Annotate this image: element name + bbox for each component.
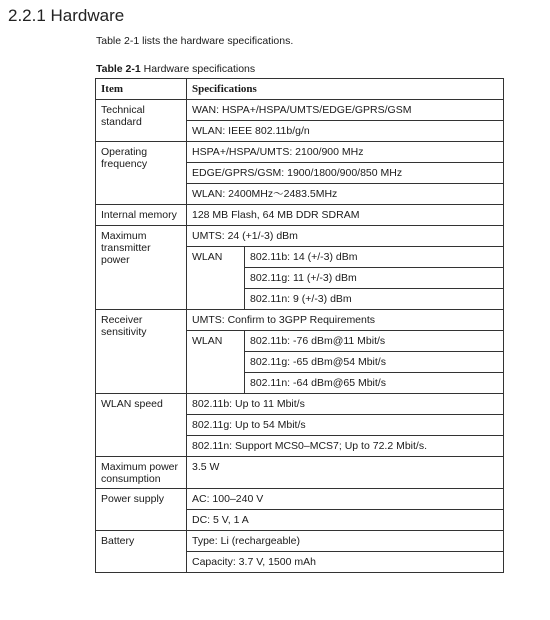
table-row bbox=[96, 531, 504, 552]
spec-cell: UMTS: Confirm to 3GPP Requirements bbox=[187, 310, 504, 331]
item-wlan-speed: WLAN speed bbox=[96, 394, 187, 457]
item-max-power-consumption: Maximum power consumption bbox=[96, 457, 187, 489]
spec-cell: 128 MB Flash, 64 MB DDR SDRAM bbox=[187, 205, 504, 226]
item-receiver-sensitivity: Receiver sensitivity bbox=[96, 310, 187, 394]
item-power-supply: Power supply bbox=[96, 489, 187, 531]
table-row bbox=[96, 100, 504, 121]
spec-cell: 802.11n: 9 (+/-3) dBm bbox=[245, 289, 504, 310]
spec-cell: WLAN: IEEE 802.11b/g/n bbox=[187, 121, 504, 142]
item-internal-memory: Internal memory bbox=[96, 205, 187, 226]
spec-cell: 802.11b: Up to 11 Mbit/s bbox=[187, 394, 504, 415]
spec-cell: 802.11n: -64 dBm@65 Mbit/s bbox=[245, 373, 504, 394]
caption-text: Hardware specifications bbox=[140, 63, 256, 75]
spec-cell: 802.11g: 11 (+/-3) dBm bbox=[245, 268, 504, 289]
sub-label-wlan: WLAN bbox=[187, 331, 245, 394]
table-row bbox=[96, 205, 504, 226]
spec-cell: HSPA+/HSPA/UMTS: 2100/900 MHz bbox=[187, 142, 504, 163]
table-row bbox=[96, 226, 504, 247]
spec-cell: 802.11g: Up to 54 Mbit/s bbox=[187, 415, 504, 436]
spec-cell: WAN: HSPA+/HSPA/UMTS/EDGE/GPRS/GSM bbox=[187, 100, 504, 121]
sub-label-wlan: WLAN bbox=[187, 247, 245, 310]
spec-cell: 802.11b: -76 dBm@11 Mbit/s bbox=[245, 331, 504, 352]
section-title: 2.2.1 Hardware bbox=[8, 6, 125, 25]
header-item: Item bbox=[96, 79, 187, 100]
spec-cell: AC: 100–240 V bbox=[187, 489, 504, 510]
spec-cell: Capacity: 3.7 V, 1500 mAh bbox=[187, 552, 504, 573]
caption-label: Table 2-1 bbox=[96, 63, 141, 75]
spec-cell: 802.11b: 14 (+/-3) dBm bbox=[245, 247, 504, 268]
table-caption bbox=[96, 63, 255, 75]
spec-cell: 3.5 W bbox=[187, 457, 504, 489]
item-max-transmitter-power: Maximum transmitter power bbox=[96, 226, 187, 310]
spec-cell: 802.11n: Support MCS0–MCS7; Up to 72.2 Mbit/s. bbox=[187, 436, 504, 457]
item-operating-frequency: Operating frequency bbox=[96, 142, 187, 205]
table-header-row bbox=[96, 79, 504, 100]
spec-cell: DC: 5 V, 1 A bbox=[187, 510, 504, 531]
item-battery: Battery bbox=[96, 531, 187, 573]
table-row bbox=[96, 394, 504, 415]
header-spec: Specifications bbox=[187, 79, 504, 100]
table-row bbox=[96, 457, 504, 489]
spec-cell: 802.11g: -65 dBm@54 Mbit/s bbox=[245, 352, 504, 373]
table-row bbox=[96, 142, 504, 163]
spec-cell: Type: Li (rechargeable) bbox=[187, 531, 504, 552]
spec-cell: WLAN: 2400MHz～2483.5MHz bbox=[187, 184, 504, 205]
intro-text: Table 2-1 lists the hardware specifications. bbox=[96, 35, 294, 47]
spec-cell: UMTS: 24 (+1/-3) dBm bbox=[187, 226, 504, 247]
hardware-spec-table bbox=[95, 78, 504, 573]
table-row bbox=[96, 310, 504, 331]
table-row bbox=[96, 489, 504, 510]
item-technical-standard: Technical standard bbox=[96, 100, 187, 142]
spec-cell: EDGE/GPRS/GSM: 1900/1800/900/850 MHz bbox=[187, 163, 504, 184]
